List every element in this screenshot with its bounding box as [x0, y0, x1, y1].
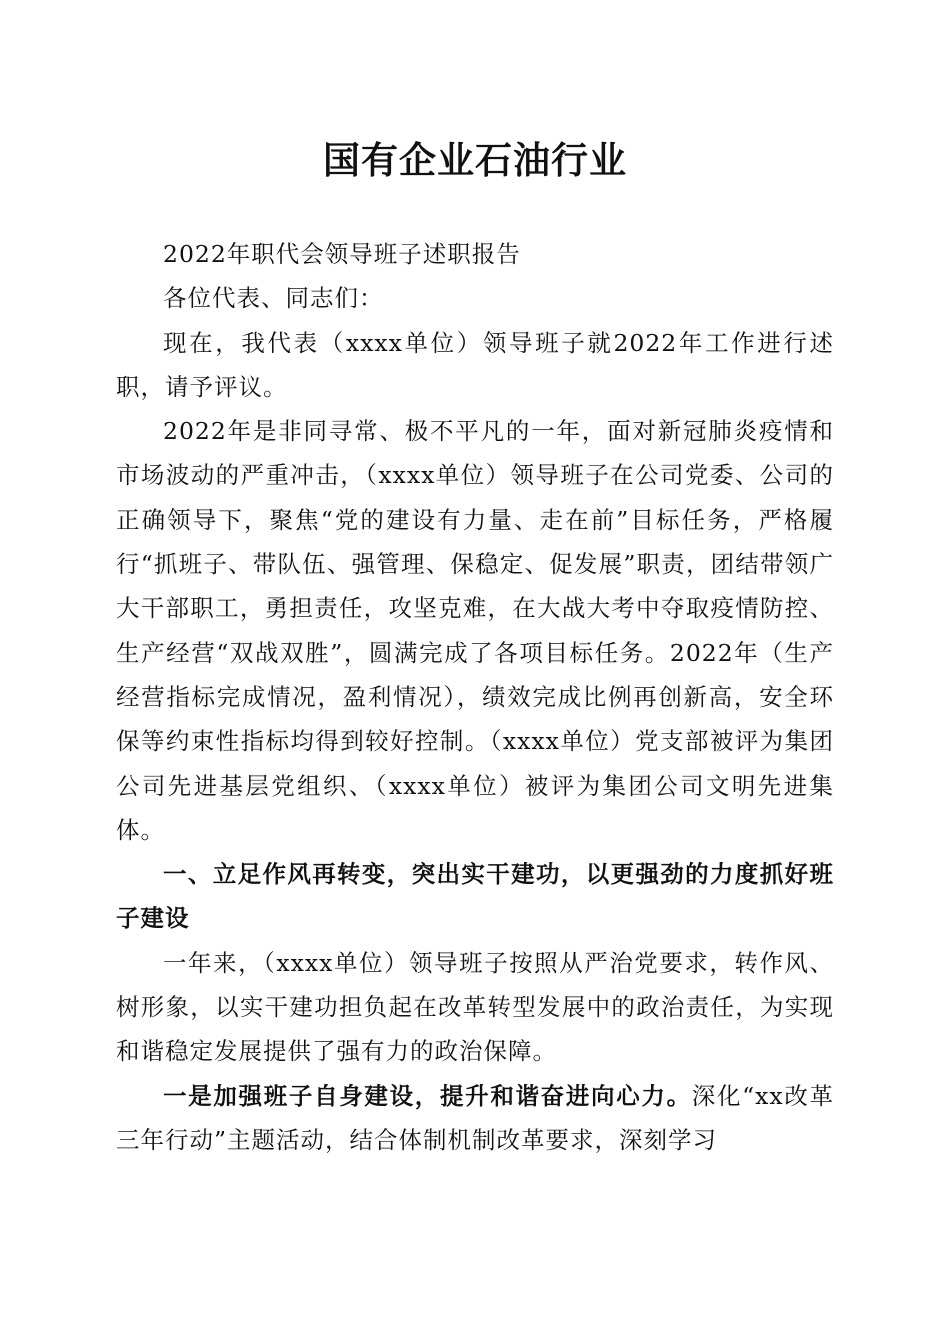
point-1-text: 深化“xx改革三年行动”主题活动，结合体制机制改革要求，深刻学习: [116, 1081, 835, 1154]
summary-paragraph: 2022年是非同寻常、极不平凡的一年，面对新冠肺炎疫情和市场波动的严重冲击，（xxxx单位）领导班子在公司党委、公司的正确领导下，聚焦“党的建设有力量、走在前”目标任务，严格履行“抓班子、带队伍、强管理、保稳定、促发展”职责，团结带领广大干部职工，勇担责任，攻坚克难，在大战大考中夺取疫情防控、生产经营“双战双胜”，圆满完成了各项目标任务。2022年（生产经营指标完成情况，盈利情况），绩效完成比例再创新高，安全环保等约束性指标均得到较好控制。（xxxx单位）党支部被评为集团公司先进基层党组织、（xxxx单位）被评为集团公司文明先进集体。: [116, 417, 834, 844]
point-1-lead: 一是加强班子自身建设，提升和谐奋进向心力。: [163, 1081, 692, 1110]
document-body: [116, 232, 834, 1162]
point-1-paragraph: [116, 1074, 834, 1163]
salutation: 各位代表、同志们：: [163, 284, 384, 313]
intro-paragraph: 现在，我代表（xxxx单位）领导班子就2022年工作进行述职，请予评议。: [116, 328, 834, 401]
section-heading-1: 一、立足作风再转变，突出实干建功，以更强劲的力度抓好班子建设: [116, 860, 834, 933]
report-subtitle: 2022年职代会领导班子述职报告: [163, 240, 521, 268]
section-1-intro-paragraph: 一年来，（xxxx单位）领导班子按照从严治党要求，转作风、树形象，以实干建功担负起在改革转型发展中的政治责任，为实现和谐稳定发展提供了强有力的政治保障。: [116, 948, 834, 1066]
document-title: 国有企业石油行业: [323, 138, 627, 182]
